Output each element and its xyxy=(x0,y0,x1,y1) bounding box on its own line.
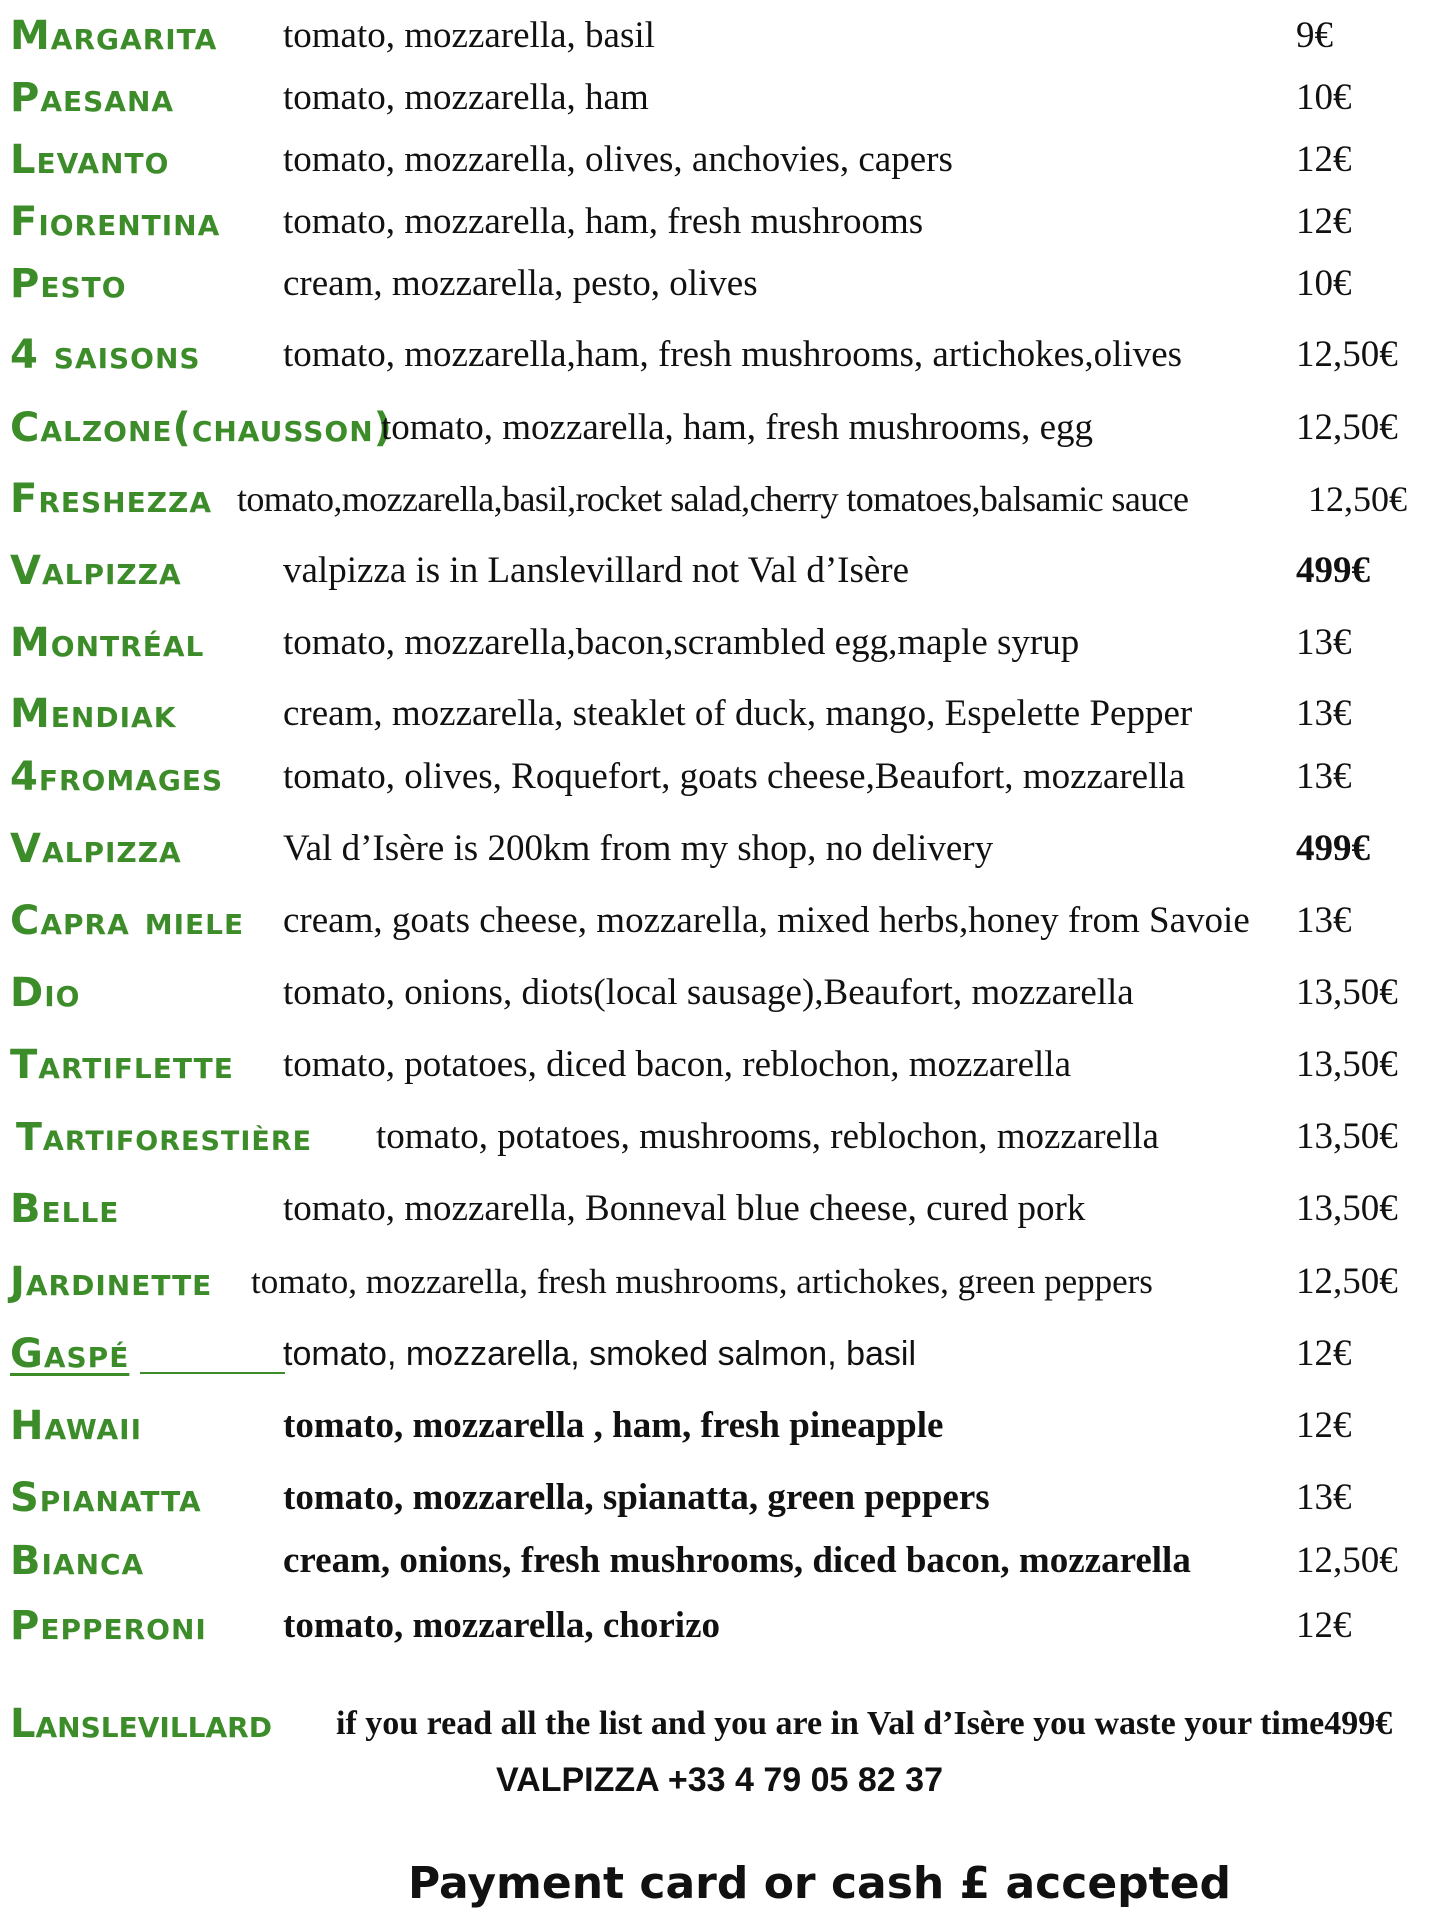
underline-divider xyxy=(140,1372,285,1374)
pizza-price: 13€ xyxy=(1296,900,1352,941)
pizza-name: Margarita xyxy=(10,13,218,59)
pizza-name: Dio xyxy=(10,970,81,1016)
pizza-name: Capra miele xyxy=(10,898,245,944)
menu-item xyxy=(0,889,1439,953)
pizza-description: tomato, mozzarella, fresh mushrooms, artichokes, green peppers xyxy=(251,1262,1153,1301)
pizza-name: Pesto xyxy=(10,261,127,307)
pizza-name: 4 saisons xyxy=(10,332,201,378)
pizza-price: 9€ xyxy=(1296,15,1333,56)
pizza-name: Jardinette xyxy=(10,1259,213,1305)
menu-item xyxy=(0,128,1439,192)
pizza-description: tomato, potatoes, diced bacon, reblochon, mozzarella xyxy=(283,1044,1072,1085)
pizza-name: Calzone(chausson) xyxy=(10,405,393,451)
pizza-description: tomato, mozzarella , ham, fresh pineapple xyxy=(283,1405,944,1446)
pizza-description: tomato, mozzarella, spianatta, green peppers xyxy=(283,1477,990,1518)
pizza-price: 12,50€ xyxy=(1308,479,1407,519)
pizza-price: 12€ xyxy=(1296,139,1352,180)
pizza-price: 499€ xyxy=(1296,828,1370,869)
pizza-description: tomato, mozzarella, olives, anchovies, capers xyxy=(283,139,953,180)
pizza-name: Belle xyxy=(10,1186,120,1232)
pizza-name: Gaspé xyxy=(10,1331,130,1377)
menu-item xyxy=(0,682,1439,746)
pizza-description: tomato, mozzarella, chorizo xyxy=(283,1605,720,1646)
pizza-name: Levanto xyxy=(10,137,170,183)
pizza-description: tomato, mozzarella, basil xyxy=(283,15,655,56)
pizza-name: Pepperoni xyxy=(10,1603,207,1649)
pizza-description: tomato, mozzarella, ham xyxy=(283,77,649,118)
pizza-description: valpizza is in Lanslevillard not Val d’Isère xyxy=(283,550,910,591)
pizza-description: tomato, mozzarella, smoked salmon, basil xyxy=(283,1335,917,1373)
pizza-name: Freshezza xyxy=(10,476,213,522)
pizza-name: Tartiflette xyxy=(10,1042,234,1088)
pizza-name: Valpizza xyxy=(10,548,182,594)
pizza-name: Bianca xyxy=(10,1538,145,1584)
menu-item xyxy=(0,1466,1439,1530)
pizza-price: 10€ xyxy=(1296,263,1352,304)
menu-item xyxy=(0,1529,1439,1593)
pizza-price: 499€ xyxy=(1296,550,1370,591)
pizza-price: 12€ xyxy=(1296,1405,1352,1446)
pizza-price: 13€ xyxy=(1296,1477,1352,1518)
pizza-price: 12€ xyxy=(1296,1333,1352,1374)
pizza-name: Hawaii xyxy=(10,1403,143,1449)
pizza-description: cream, mozzarella, steaklet of duck, mango, Espelette Pepper xyxy=(283,693,1193,734)
pizza-price: 13,50€ xyxy=(1296,1188,1398,1229)
menu-item xyxy=(0,1250,1439,1314)
payment-note: Payment card or cash £ accepted xyxy=(407,1858,1232,1909)
pizza-name: Mendiak xyxy=(10,691,177,737)
menu-item xyxy=(0,817,1439,881)
pizza-description: cream, onions, fresh mushrooms, diced bacon, mozzarella xyxy=(283,1540,1191,1581)
pizza-description: tomato, mozzarella,ham, fresh mushrooms, artichokes,olives xyxy=(283,334,1183,375)
pizza-description: tomato,mozzarella,basil,rocket salad,cherry tomatoes,balsamic sauce xyxy=(237,479,1189,519)
menu-item xyxy=(0,396,1439,460)
pizza-price: 12,50€ xyxy=(1296,1540,1398,1581)
menu-item xyxy=(0,1105,1439,1169)
menu-item xyxy=(0,467,1439,531)
pizza-name: Tartiforestière xyxy=(16,1115,313,1159)
menu-item xyxy=(0,4,1439,68)
menu-item xyxy=(0,745,1439,809)
pizza-price: 13,50€ xyxy=(1296,1116,1398,1157)
menu-item xyxy=(0,611,1439,675)
pizza-price: 13€ xyxy=(1296,693,1352,734)
menu-item xyxy=(0,1394,1439,1458)
pizza-price: 12€ xyxy=(1296,201,1352,242)
menu-item xyxy=(0,539,1439,603)
pizza-description: tomato, onions, diots(local sausage),Beaufort, mozzarella xyxy=(283,972,1134,1013)
pizza-description: Val d’Isère is 200km from my shop, no delivery xyxy=(283,828,994,869)
pizza-name: Paesana xyxy=(10,75,175,121)
pizza-description: tomato, mozzarella, ham, fresh mushrooms, egg xyxy=(381,407,1094,448)
menu-item xyxy=(0,961,1439,1025)
footer-note xyxy=(0,1692,1439,1756)
pizza-description: cream, mozzarella, pesto, olives xyxy=(283,263,758,304)
menu-item xyxy=(0,66,1439,130)
menu-item xyxy=(0,252,1439,316)
pizza-price: 13,50€ xyxy=(1296,1044,1398,1085)
menu-item xyxy=(0,1322,1439,1386)
pizza-price: 13€ xyxy=(1296,756,1352,797)
menu-item xyxy=(0,323,1439,387)
pizza-name: Montréal xyxy=(10,620,205,666)
footer-text: if you read all the list and you are in Val d’Isère you waste your time499€ xyxy=(336,1705,1393,1742)
menu-item xyxy=(0,190,1439,254)
pizza-name: Fiorentina xyxy=(10,199,221,245)
pizza-description: tomato, potatoes, mushrooms, reblochon, mozzarella xyxy=(376,1116,1159,1157)
pizza-price: 12€ xyxy=(1296,1605,1352,1646)
pizza-price: 12,50€ xyxy=(1296,1261,1398,1302)
pizza-price: 12,50€ xyxy=(1296,334,1398,375)
pizza-price: 12,50€ xyxy=(1296,407,1398,448)
phone-number: VALPIZZA +33 4 79 05 82 37 xyxy=(496,1761,943,1799)
pizza-price: 13,50€ xyxy=(1296,972,1398,1013)
menu-item xyxy=(0,1033,1439,1097)
pizza-name: Spianatta xyxy=(10,1475,202,1521)
pizza-name: Valpizza xyxy=(10,826,182,872)
footer-town: Lanslevillard xyxy=(10,1701,272,1747)
pizza-description: tomato, mozzarella, ham, fresh mushrooms xyxy=(283,201,924,242)
pizza-price: 10€ xyxy=(1296,77,1352,118)
pizza-name: 4fromages xyxy=(10,754,224,800)
pizza-price: 13€ xyxy=(1296,622,1352,663)
pizza-description: cream, goats cheese, mozzarella, mixed herbs,honey from Savoie xyxy=(283,900,1250,941)
pizza-description: tomato, mozzarella, Bonneval blue cheese, cured pork xyxy=(283,1188,1086,1229)
menu-item xyxy=(0,1177,1439,1241)
menu-item xyxy=(0,1594,1439,1658)
pizza-description: tomato, olives, Roquefort, goats cheese,Beaufort, mozzarella xyxy=(283,756,1186,797)
pizza-description: tomato, mozzarella,bacon,scrambled egg,maple syrup xyxy=(283,622,1080,663)
